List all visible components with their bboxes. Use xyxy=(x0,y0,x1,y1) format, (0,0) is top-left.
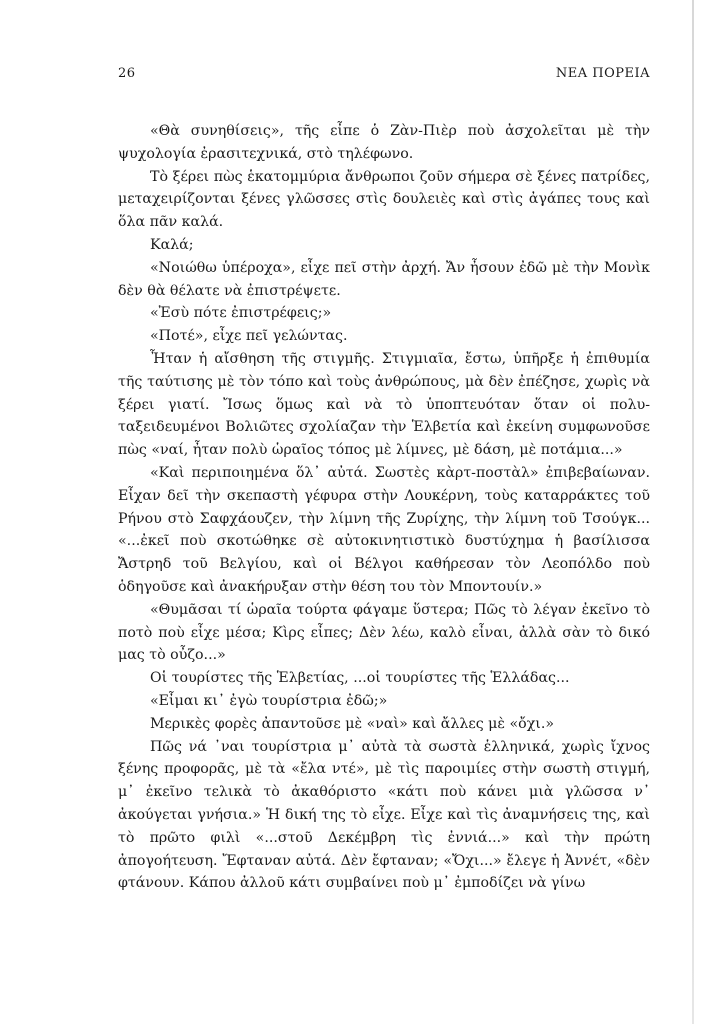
paragraph: Τὸ ξέρει πὼς ἑκατομμύρια ἄνθρωποι ζοῦν σήμερα σὲ ξένες πατρίδες, μεταχειρίζονται ξένες γλῶσσες στὶς δουλειὲς καὶ στὶς ἀγάπες τους καὶ ὅλα πᾶν καλά. xyxy=(118,168,650,231)
page-number: 26 xyxy=(118,66,136,81)
paragraph: «Θὰ συνηθίσεις», τῆς εἶπε ὁ Ζὰν-Πιὲρ ποὺ ἀσχολεῖται μὲ τὴν ψυχολογία ἐρασιτεχνικά, στὸ τηλέφωνο. xyxy=(118,123,650,162)
paragraph: Μερικὲς φορὲς ἀπαντοῦσε μὲ «ναὶ» καὶ ἄλλες μὲ «ὄχι.» xyxy=(150,715,555,732)
paragraph: «Ἐσὺ πότε ἐπιστρέφεις;» xyxy=(150,305,332,322)
paragraph: «Εἶμαι κι᾿ ἐγὼ τουρίστρια ἐδῶ;» xyxy=(150,692,388,709)
paragraph: Ἦταν ἡ αἴσθηση τῆς στιγμῆς. Στιγμιαῖα, ἔστω, ὑπῆρξε ἡ ἐπιθυμία τῆς ταύτισης μὲ τὸν τόπο καὶ τοὺς ἀνθρώπους, μὰ δὲν ἐπέζησε, χωρὶς νὰ ξέρει γιατί. Ἴσως ὅμως καὶ νὰ τὸ ὑποπτευόταν ὅταν οἱ πολυταξειδευμένοι Βολιῶτες σχολίαζαν τὴν Ἑλβετία καὶ ἐκείνη συμφωνοῦσε πὼς «ναί, ἦταν πολὺ ὡραῖος τόπος μὲ λίμνες, μὲ δάση, μὲ ποτάμια...» xyxy=(118,350,650,459)
paragraph: Πῶς νά ᾿ναι τουρίστρια μ᾿ αὐτὰ τὰ σωστὰ ἑλληνικά, χωρὶς ἴχνος ξένης προφορᾶς, μὲ τὰ «ἔλα ντέ», μὲ τὶς παροιμίες στὴν σωστὴ στιγμή, μ᾿ ἐκεῖνο τελικὰ τὸ ἀκαθόριστο «κάτι ποὺ κάνει μιὰ γλῶσσα ν᾿ ἀκούγεται γνήσια.» Ἡ δική της τὸ εἶχε. Εἶχε καὶ τὶς ἀναμνήσεις της, καὶ τὸ πρῶτο φιλὶ «...στοῦ Δεκέμβρη τὶς ἐννιά...» καὶ τὴν πρώτη ἀπογοήτευση. Ἔφταναν αὐτά. Δὲν ἔφταναν; «Ὄχι...» ἔλεγε ἡ Ἀννέτ, «δὲν φτάνουν. Κάπου ἀλλοῦ κάτι συμβαίνει ποὺ μ᾿ ἐμποδίζει νὰ γίνω xyxy=(118,738,650,892)
scan-edge-shadow xyxy=(692,0,694,1024)
paragraph: «Καὶ περιποιημένα ὅλ᾿ αὐτά. Σωστὲς κὰρτ-ποστὰλ» ἐπιβεβαίωναν. Εἶχαν δεῖ τὴν σκεπαστὴ γέφυρα στὴν Λουκέρνη, τοὺς καταρράκτες τοῦ Ρήνου στὸ Σαφχάουζεν, τὴν λίμνη τῆς Ζυρίχης, τὴν λίμνη τοῦ Τσούγκ... «...ἐκεῖ ποὺ σκοτώθηκε σὲ αὐτοκινητιστικὸ δυστύχημα ἡ βασίλισσα Ἄστρηδ τοῦ Βελγίου, καὶ οἱ Βέλγοι καθήρεσαν τὸν Λεοπόλδο ποὺ ὁδηγοῦσε καὶ ἀνακήρυξαν στὴν θέση του τὸν Μποντουίν.» xyxy=(118,464,650,595)
paragraph: Καλά; xyxy=(150,236,194,253)
body-text xyxy=(118,120,650,895)
paragraph: Οἱ τουρίστες τῆς Ἑλβετίας, ...οἱ τουρίστες τῆς Ἑλλάδας... xyxy=(150,670,570,687)
paragraph: «Ποτέ», εἶχε πεῖ γελώντας. xyxy=(150,328,348,345)
paragraph: «Θυμᾶσαι τί ὡραῖα τούρτα φάγαμε ὕστερα; Πῶς τὸ λέγαν ἐκεῖνο τὸ ποτὸ ποὺ εἶχε μέσα; Κὶρς εἶπες; Δὲν λέω, καλὸ εἶναι, ἀλλὰ σὰν τὸ δικό μας τὸ οὖζο...» xyxy=(118,601,650,664)
paragraph: «Νοιώθω ὑπέροχα», εἶχε πεῖ στὴν ἀρχή. Ἄν ἦσουν ἐδῶ μὲ τὴν Μονὶκ δὲν θὰ θέλατε νὰ ἐπιστρέψετε. xyxy=(118,259,650,299)
running-title: ΝΕΑ ΠΟΡΕΙΑ xyxy=(555,66,650,81)
running-head xyxy=(118,66,650,84)
